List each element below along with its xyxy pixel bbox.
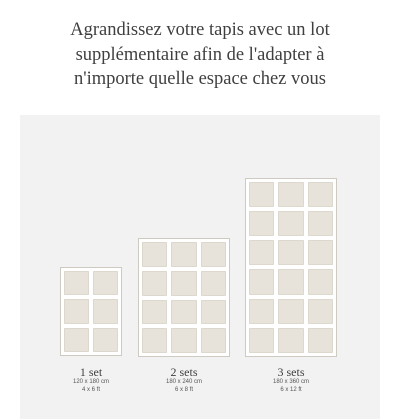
mat-tile [171, 328, 196, 353]
caption-3-sets [246, 366, 336, 394]
mat-1-set-tiles [64, 271, 118, 352]
mat-3-sets-tiles [249, 182, 333, 353]
set-label: 1 set [79, 365, 103, 379]
headline-line-2: supplémentaire afin de l'adapter à [75, 44, 325, 65]
set-label: 2 sets [170, 365, 198, 379]
headline-line-3: n'importe quelle espace chez vous [74, 69, 326, 89]
mat-2-sets [138, 238, 230, 357]
mat-tile [93, 328, 118, 352]
mat-tile [142, 242, 167, 267]
mat-tile [64, 299, 89, 323]
mat-tile [171, 300, 196, 325]
mat-tile [201, 300, 226, 325]
mat-tile [278, 240, 303, 265]
mat-tile [171, 242, 196, 267]
mat-tile [278, 269, 303, 294]
mat-tile [249, 269, 274, 294]
size-comparison-panel [20, 115, 380, 419]
mat-tile [308, 182, 333, 207]
caption-2-sets [139, 366, 229, 394]
size-cm: 180 x 240 cm [165, 379, 203, 385]
size-ft: 6 x 12 ft [280, 387, 302, 393]
headline-line-1: Agrandissez votre tapis avec un lot [70, 20, 330, 40]
mat-tile [171, 271, 196, 296]
caption-1-set [46, 366, 136, 394]
mat-tile [201, 328, 226, 353]
mat-tile [249, 182, 274, 207]
mat-3-sets [245, 178, 337, 357]
mat-tile [308, 299, 333, 324]
mat-tile [201, 271, 226, 296]
mat-tile [249, 299, 274, 324]
mat-tile [142, 300, 167, 325]
size-cm: 180 x 360 cm [272, 379, 310, 385]
mat-tile [278, 299, 303, 324]
mat-tile [142, 328, 167, 353]
mat-1-set [60, 267, 122, 356]
mat-tile [308, 269, 333, 294]
set-label: 3 sets [277, 365, 305, 379]
mat-tile [278, 328, 303, 353]
mat-tile [308, 240, 333, 265]
mat-tile [93, 299, 118, 323]
mat-tile [249, 211, 274, 236]
mat-tile [142, 271, 167, 296]
mat-tile [64, 328, 89, 352]
headline [20, 18, 380, 92]
mat-2-sets-tiles [142, 242, 226, 353]
mat-tile [93, 271, 118, 295]
size-ft: 4 x 6 ft [81, 387, 100, 393]
size-ft: 6 x 8 ft [174, 387, 193, 393]
mat-tile [249, 240, 274, 265]
mat-tile [278, 182, 303, 207]
mat-tile [201, 242, 226, 267]
mat-tile [278, 211, 303, 236]
mat-tile [308, 328, 333, 353]
mat-tile [308, 211, 333, 236]
mat-tile [249, 328, 274, 353]
mat-tile [64, 271, 89, 295]
size-cm: 120 x 180 cm [72, 379, 110, 385]
